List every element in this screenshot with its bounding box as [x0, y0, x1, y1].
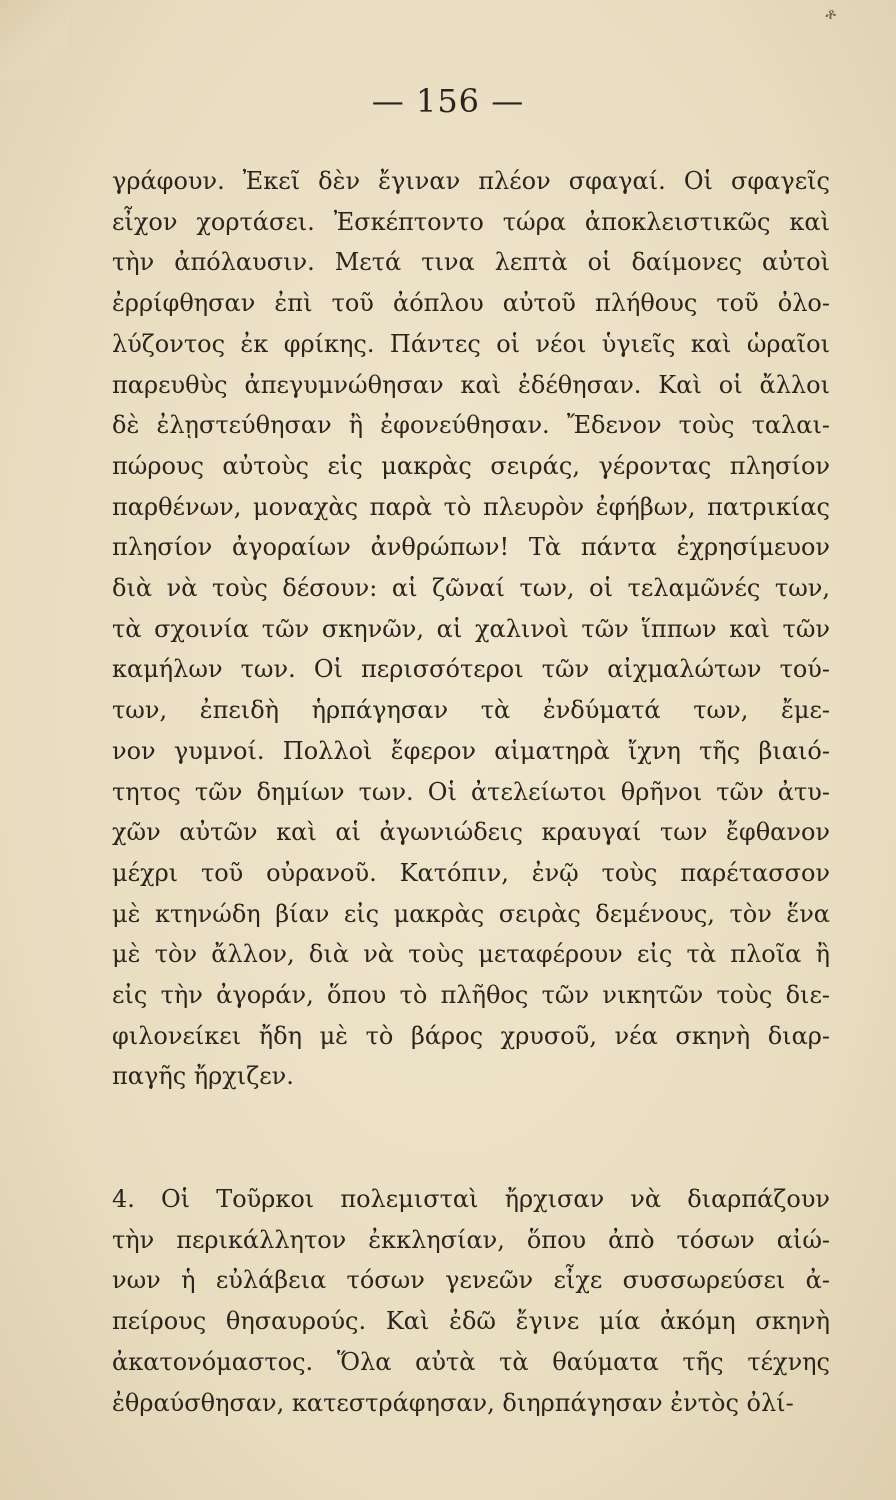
text-line: πλησίον ἀγοραίων ἀνθρώπων! Τὰ πάντα ἐχρησίμευον — [112, 533, 830, 562]
text-line: ἐθραύσθησαν, κατεστράφησαν, διηρπάγησαν ἐντὸς ὀλί- — [112, 1388, 794, 1417]
text-line: μὲ τὸν ἄλλον, διὰ νὰ τοὺς μεταφέρουν εἰς τὰ πλοῖα ἢ — [112, 940, 830, 969]
text-line: πείρους θησαυρούς. Καὶ ἐδῶ ἔγινε μία ἀκόμη σκηνὴ — [112, 1307, 830, 1336]
page-fold-shadow — [0, 0, 70, 80]
text-line: λύζοντος ἐκ φρίκης. Πάντες οἱ νέοι ὑγιεῖς καὶ ὡραῖοι — [112, 329, 830, 358]
text-line: παρθένων, μοναχὰς παρὰ τὸ πλευρὸν ἐφήβων, πατρικίας — [112, 492, 830, 521]
text-line: τὰ σχοινία τῶν σκηνῶν, αἱ χαλινοὶ τῶν ἵππων καὶ τῶν — [112, 614, 830, 643]
text-line: τητος τῶν δημίων των. Οἱ ἀτελείωτοι θρῆνοι τῶν ἀτυ- — [112, 777, 830, 806]
text-line: δὲ ἐλῃστεύθησαν ἢ ἐφονεύθησαν. Ἔδενον τοὺς ταλαι- — [112, 411, 830, 440]
text-line: καμήλων των. Οἱ περισσότεροι τῶν αἰχμαλώτων τού- — [112, 655, 830, 684]
page-number: — 156 — — [371, 82, 525, 120]
text-line: παρευθὺς ἀπεγυμνώθησαν καὶ ἐδέθησαν. Καὶ οἱ ἄλλοι — [112, 370, 830, 399]
text-line: ἀκατονόμαστος. Ὅλα αὐτὰ τὰ θαύματα τῆς τέχνης — [112, 1347, 830, 1376]
text-line: τὴν ἀπόλαυσιν. Μετά τινα λεπτὰ οἱ δαίμονες αὐτοὶ — [112, 248, 830, 277]
text-line: 4. Οἱ Τοῦρκοι πολεμισταὶ ἤρχισαν νὰ διαρπάζουν — [112, 1185, 830, 1213]
text-line: ἐρρίφθησαν ἐπὶ τοῦ ἀόπλου αὐτοῦ πλήθους τοῦ ὀλο- — [112, 289, 830, 318]
text-line: νων ἡ εὐλάβεια τόσων γενεῶν εἶχε συσσωρεύσει ἀ- — [112, 1266, 830, 1295]
text-line: τὴν περικάλλητον ἐκκλησίαν, ὅπου ἀπὸ τόσων αἰώ- — [112, 1225, 830, 1254]
text-line: γράφουν. Ἐκεῖ δὲν ἔγιναν πλέον σφαγαί. Οἱ σφαγεῖς — [112, 167, 830, 195]
text-line: μὲ κτηνώδη βίαν εἰς μακρὰς σειρὰς δεμένους, τὸν ἕνα — [112, 899, 830, 928]
text-line: νον γυμνοί. Πολλοὶ ἔφερον αἱματηρὰ ἴχνη τῆς βιαιό- — [112, 736, 830, 765]
text-line: μέχρι τοῦ οὐρανοῦ. Κατόπιν, ἐνῷ τοὺς παρέτασσον — [112, 858, 830, 887]
text-line: φιλονείκει ἤδη μὲ τὸ βάρος χρυσοῦ, νέα σκηνὴ διαρ- — [112, 1021, 830, 1050]
text-line: των, ἐπειδὴ ἡρπάγησαν τὰ ἐνδύματά των, ἔμε- — [112, 696, 830, 725]
text-line: εἶχον χορτάσει. Ἐσκέπτοντο τώρα ἀποκλειστικῶς καὶ — [112, 207, 830, 236]
text-line: διὰ νὰ τοὺς δέσουν: αἱ ζῶναί των, οἱ τελαμῶνές των, — [112, 574, 830, 602]
text-line: παγῆς ἤρχιζεν. — [112, 1062, 294, 1091]
text-line: πώρους αὐτοὺς εἰς μακρὰς σειράς, γέροντας πλησίον — [112, 451, 830, 480]
corner-mark: ቶ — [825, 4, 836, 23]
text-line: εἰς τὴν ἀγοράν, ὅπου τὸ πλῆθος τῶν νικητῶν τοὺς διε- — [112, 981, 830, 1009]
text-line: χῶν αὐτῶν καὶ αἱ ἀγωνιώδεις κραυγαί των ἔφθανον — [112, 818, 830, 847]
